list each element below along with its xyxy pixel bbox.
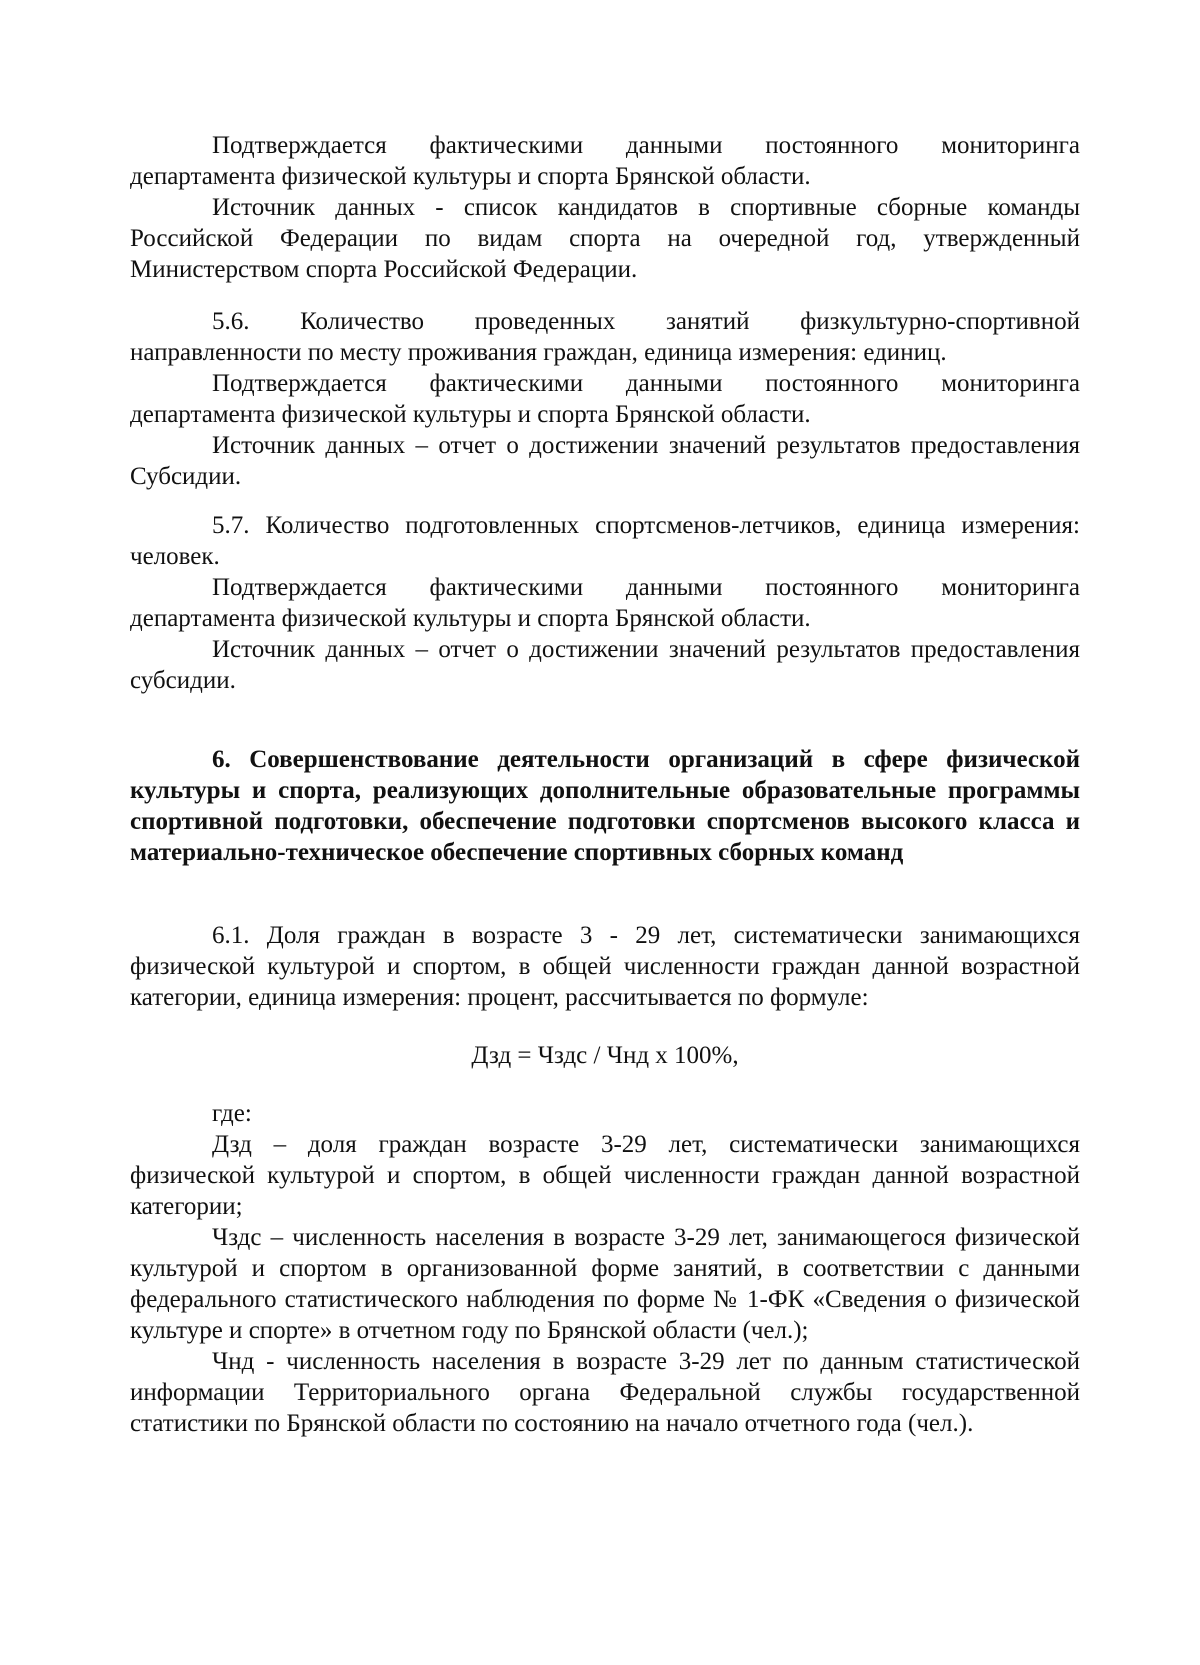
- paragraph-group-5-7: [130, 510, 1080, 696]
- formula-line: Дзд = Чздс / Чнд х 100%,: [471, 1042, 739, 1069]
- paragraph-confirmation-5-6: Подтверждается фактическими данными постоянного мониторинга департамента физической культуры и спорта Брянской области.: [130, 370, 1080, 428]
- definition-chnd: Чнд - численность населения в возрасте 3-29 лет по данным статистической информации Территориального органа Федеральной службы государственной статистики по Брянской области по состоянию на начало отчетного года (чел.).: [130, 1348, 1080, 1437]
- definitions-block: [130, 1098, 1080, 1439]
- paragraph-data-source-5-7: Источник данных – отчет о достижении значений результатов предоставления субсидии.: [130, 636, 1080, 694]
- paragraph-data-source-5-5: Источник данных - список кандидатов в спортивные сборные команды Российской Федерации по видам спорта на очередной год, утвержденный Министерством спорта Российской Федерации.: [130, 194, 1080, 283]
- definition-dzd: Дзд – доля граждан возрасте 3-29 лет, систематически занимающихся физической культурой и спортом, в общей численности граждан данной возрастной категории;: [130, 1131, 1080, 1220]
- where-label: где:: [212, 1100, 252, 1127]
- paragraph-group-5-6: [130, 306, 1080, 492]
- paragraph-indicator-5-6: 5.6. Количество проведенных занятий физкультурно-спортивной направленности по месту проживания граждан, единица измерения: единиц.: [130, 308, 1080, 366]
- section-6-heading-block: [130, 744, 1080, 868]
- paragraph-group-source-5-5: [130, 130, 1080, 285]
- section-6-heading: 6. Совершенствование деятельности организаций в сфере физической культуры и спорта, реализующих дополнительные образовательные программы спортивной подготовки, обеспечение подготовки спортсменов высокого класса и материально-техническое обеспечение спортивных сборных команд: [130, 746, 1080, 866]
- paragraph-group-6-1: [130, 920, 1080, 1013]
- definition-chzds: Чздс – численность населения в возрасте 3-29 лет, занимающегося физической культурой и спортом в организованной форме занятий, в соответствии с данными федерального статистического наблюдения по форме № 1-ФК «Сведения о физической культуре и спорте» в отчетном году по Брянской области (чел.);: [130, 1224, 1080, 1344]
- paragraph-indicator-6-1: 6.1. Доля граждан в возрасте 3 - 29 лет, систематически занимающихся физической культурой и спортом, в общей численности граждан данной возрастной категории, единица измерения: процент, рассчитывается по формуле:: [130, 922, 1080, 1011]
- paragraph-confirmation-5-7: Подтверждается фактическими данными постоянного мониторинга департамента физической культуры и спорта Брянской области.: [130, 574, 1080, 632]
- paragraph-indicator-5-7: 5.7. Количество подготовленных спортсменов-летчиков, единица измерения: человек.: [130, 512, 1080, 570]
- paragraph-data-source-5-6: Источник данных – отчет о достижении значений результатов предоставления Субсидии.: [130, 432, 1080, 490]
- paragraph-confirmation-5-5: Подтверждается фактическими данными постоянного мониторинга департамента физической культуры и спорта Брянской области.: [130, 132, 1080, 190]
